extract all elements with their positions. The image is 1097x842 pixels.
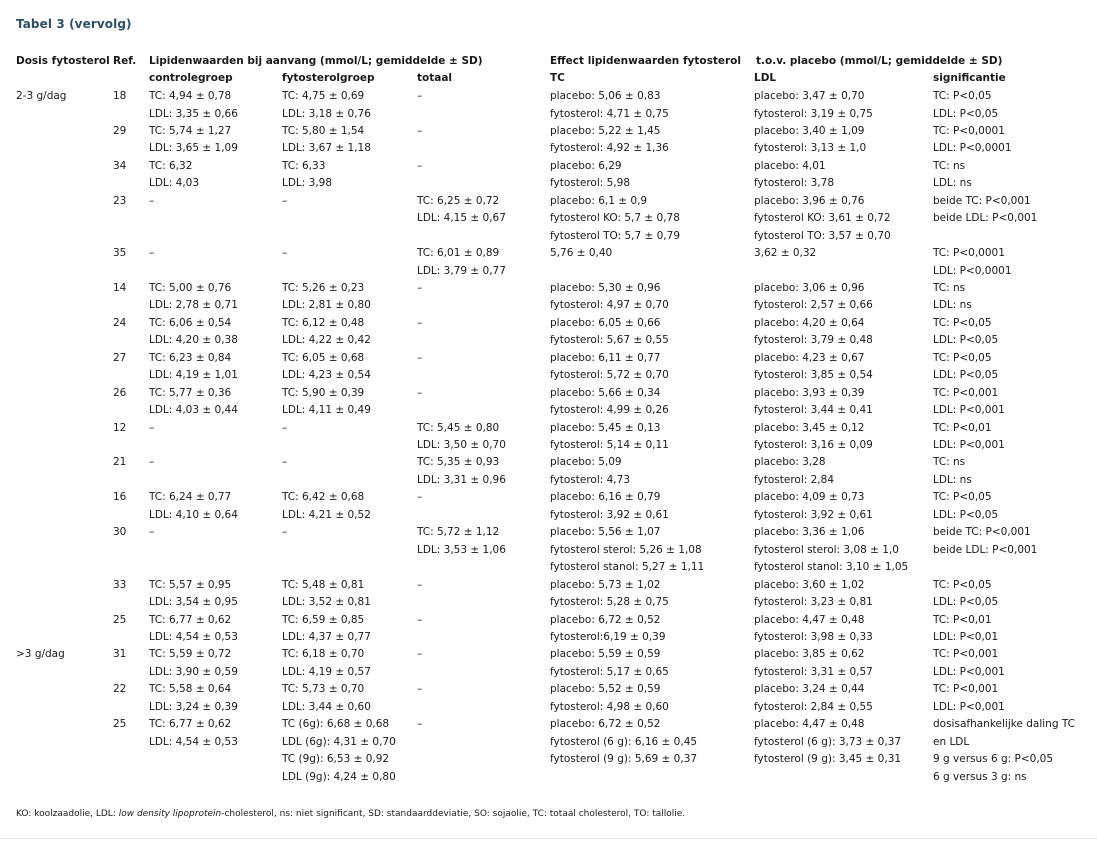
control-cell: TC: 5,58 ± 0,64 (149, 683, 232, 696)
header-fytosterolgroep: fytosterolgroep (282, 72, 375, 84)
fyto-cell: TC: 6,42 ± 0,68 (282, 491, 365, 504)
significance-cell: beide LDL: P<0,001 (933, 543, 1038, 556)
total-cell: LDL: 3,53 ± 1,06 (417, 543, 506, 556)
header-controlegroep: controlegroep (149, 72, 233, 84)
significance-cell: LDL: P<0,0001 (933, 142, 1012, 155)
effect-ldl-cell: placebo: 3,96 ± 0,76 (754, 194, 865, 207)
fyto-cell: – (282, 526, 288, 539)
control-cell: LDL: 2,78 ± 0,71 (149, 299, 238, 312)
fyto-cell: LDL: 3,52 ± 0,81 (282, 596, 371, 608)
ref-cell: 14 (113, 281, 127, 294)
fyto-cell: TC: 5,80 ± 1,54 (282, 124, 365, 137)
effect-tc-cell: placebo: 6,1 ± 0,9 (550, 194, 648, 207)
fyto-cell: – (282, 421, 288, 434)
effect-ldl-cell: placebo: 4,23 ± 0,67 (754, 351, 865, 364)
effect-ldl-cell: 3,62 ± 0,32 (754, 247, 817, 260)
effect-ldl-cell: placebo: 3,24 ± 0,44 (754, 683, 865, 696)
effect-ldl-cell: fytosterol (9 g): 3,45 ± 0,31 (754, 753, 902, 766)
control-cell: LDL: 4,03 (149, 177, 200, 190)
fyto-cell: LDL: 4,11 ± 0,49 (282, 404, 371, 417)
significance-cell: TC: ns (933, 456, 966, 469)
significance-cell: TC: P<0,05 (933, 491, 992, 504)
significance-cell: LDL: P<0,001 (933, 700, 1005, 713)
effect-tc-cell: fytosterol stanol: 5,27 ± 1,11 (550, 561, 705, 574)
significance-cell: LDL: P<0,05 (933, 508, 999, 521)
effect-tc-cell: 5,76 ± 0,40 (550, 247, 613, 260)
total-cell: TC: 5,45 ± 0,80 (417, 421, 500, 434)
fyto-cell: LDL: 3,98 (282, 177, 333, 190)
control-cell: TC: 6,32 (149, 159, 193, 172)
ref-cell: 31 (113, 648, 127, 661)
significance-cell: dosisafhankelijke daling TC (933, 718, 1075, 731)
effect-ldl-cell: fytosterol sterol: 3,08 ± 1,0 (754, 543, 899, 556)
significance-cell: LDL: P<0,001 (933, 439, 1005, 451)
total-cell: TC: 6,25 ± 0,72 (417, 194, 500, 207)
control-cell: LDL: 3,90 ± 0,59 (149, 665, 238, 678)
significance-cell: 9 g versus 6 g: P<0,05 (933, 753, 1054, 766)
effect-tc-cell: placebo: 6,16 ± 0,79 (550, 491, 661, 504)
header-effect-group-b: t.o.v. placebo (mmol/L; gemiddelde ± SD) (756, 55, 1003, 67)
significance-cell: LDL: ns (933, 177, 972, 190)
effect-tc-cell: fytosterol TO: 5,7 ± 0,79 (550, 229, 680, 242)
fyto-cell: LDL: 4,19 ± 0,57 (282, 665, 371, 678)
control-cell: TC: 4,94 ± 0,78 (149, 90, 232, 102)
header-effect-group-a: Effect lipidenwaarden fytosterol (550, 55, 741, 67)
effect-ldl-cell: fytosterol: 3,85 ± 0,54 (754, 369, 873, 382)
footnote-italic: low density lipoprotein (118, 809, 222, 819)
effect-ldl-cell: placebo: 4,47 ± 0,48 (754, 718, 865, 731)
effect-ldl-cell: fytosterol: 2,57 ± 0,66 (754, 299, 873, 312)
significance-cell: 6 g versus 3 g: ns (933, 770, 1027, 783)
total-cell: – (417, 648, 423, 661)
fyto-cell: LDL: 3,67 ± 1,18 (282, 142, 371, 155)
significance-cell: TC: P<0,001 (933, 683, 999, 696)
ref-cell: 25 (113, 718, 127, 731)
total-cell: – (417, 90, 423, 102)
effect-ldl-cell: fytosterol: 3,31 ± 0,57 (754, 665, 873, 678)
control-cell: – (149, 421, 155, 434)
ref-cell: 35 (113, 247, 127, 260)
significance-cell: TC: P<0,01 (933, 421, 992, 434)
significance-cell: beide TC: P<0,001 (933, 526, 1031, 539)
effect-tc-cell: fytosterol: 5,14 ± 0,11 (550, 439, 669, 451)
fyto-cell: TC: 5,90 ± 0,39 (282, 386, 365, 399)
ref-cell: 23 (113, 194, 127, 207)
total-cell: – (417, 386, 423, 399)
effect-tc-cell: fytosterol (6 g): 6,16 ± 0,45 (550, 735, 698, 748)
effect-tc-cell: placebo: 5,06 ± 0,83 (550, 90, 661, 102)
effect-ldl-cell: fytosterol stanol: 3,10 ± 1,05 (754, 561, 909, 574)
effect-ldl-cell: placebo: 3,06 ± 0,96 (754, 281, 865, 294)
footnote (16, 809, 685, 819)
control-cell: LDL: 3,24 ± 0,39 (149, 700, 238, 713)
dose-cell: 2-3 g/dag (16, 90, 67, 102)
effect-ldl-cell: fytosterol: 3,16 ± 0,09 (754, 439, 873, 451)
effect-ldl-cell: placebo: 3,28 (754, 456, 826, 469)
total-cell: LDL: 3,79 ± 0,77 (417, 264, 506, 277)
fyto-cell: TC: 5,48 ± 0,81 (282, 578, 365, 591)
effect-tc-cell: placebo: 5,09 (550, 456, 622, 469)
effect-tc-cell: placebo: 5,30 ± 0,96 (550, 281, 661, 294)
fyto-cell: TC: 6,33 (282, 159, 326, 172)
fyto-cell: LDL: 4,37 ± 0,77 (282, 630, 371, 643)
header-totaal: totaal (417, 72, 453, 84)
control-cell: TC: 5,00 ± 0,76 (149, 281, 232, 294)
effect-ldl-cell: fytosterol: 3,13 ± 1,0 (754, 142, 867, 155)
effect-tc-cell: fytosterol KO: 5,7 ± 0,78 (550, 212, 680, 225)
fyto-cell: – (282, 456, 288, 469)
effect-tc-cell: fytosterol: 4,73 (550, 473, 630, 486)
fyto-cell: LDL: 2,81 ± 0,80 (282, 299, 371, 312)
significance-cell: LDL: P<0,0001 (933, 264, 1012, 277)
effect-tc-cell: fytosterol: 4,98 ± 0,60 (550, 700, 669, 713)
total-cell: LDL: 3,50 ± 0,70 (417, 439, 506, 451)
effect-ldl-cell: placebo: 3,47 ± 0,70 (754, 90, 865, 102)
control-cell: TC: 6,06 ± 0,54 (149, 316, 232, 329)
table-title: Tabel 3 (vervolg) (16, 17, 132, 31)
effect-ldl-cell: placebo: 3,45 ± 0,12 (754, 421, 865, 434)
effect-tc-cell: fytosterol: 5,67 ± 0,55 (550, 334, 669, 347)
fyto-cell: LDL (9g): 4,24 ± 0,80 (282, 770, 396, 783)
effect-tc-cell: placebo: 5,45 ± 0,13 (550, 421, 661, 434)
ref-cell: 18 (113, 90, 127, 102)
total-cell: – (417, 683, 423, 696)
header-dosis: Dosis fytosterol (16, 55, 110, 67)
fyto-cell: TC: 5,73 ± 0,70 (282, 683, 365, 696)
significance-cell: LDL: P<0,05 (933, 334, 999, 347)
control-cell: TC: 5,77 ± 0,36 (149, 386, 232, 399)
control-cell: TC: 6,77 ± 0,62 (149, 718, 232, 731)
control-cell: TC: 6,77 ± 0,62 (149, 613, 232, 626)
control-cell: – (149, 247, 155, 260)
effect-tc-cell: fytosterol: 5,72 ± 0,70 (550, 369, 669, 382)
fyto-cell: LDL: 4,21 ± 0,52 (282, 508, 371, 521)
effect-tc-cell: fytosterol: 3,92 ± 0,61 (550, 508, 669, 521)
fyto-cell: TC (9g): 6,53 ± 0,92 (282, 753, 390, 766)
significance-cell: LDL: ns (933, 473, 972, 486)
effect-tc-cell: placebo: 6,29 (550, 159, 622, 172)
total-cell: – (417, 718, 423, 731)
significance-cell: LDL: P<0,05 (933, 107, 999, 120)
effect-ldl-cell: placebo: 4,47 ± 0,48 (754, 613, 865, 626)
effect-tc-cell: fytosterol (9 g): 5,69 ± 0,37 (550, 753, 698, 766)
control-cell: TC: 6,24 ± 0,77 (149, 491, 232, 504)
significance-cell: beide TC: P<0,001 (933, 194, 1031, 207)
total-cell: – (417, 578, 423, 591)
total-cell: LDL: 3,31 ± 0,96 (417, 473, 506, 486)
effect-tc-cell: placebo: 6,05 ± 0,66 (550, 316, 661, 329)
ref-cell: 33 (113, 578, 127, 591)
dose-cell: >3 g/dag (16, 648, 65, 661)
effect-ldl-cell: fytosterol: 2,84 (754, 473, 834, 486)
significance-cell: TC: P<0,001 (933, 386, 999, 399)
fyto-cell: LDL: 3,44 ± 0,60 (282, 700, 371, 713)
effect-ldl-cell: placebo: 3,36 ± 1,06 (754, 526, 865, 539)
control-cell: – (149, 194, 155, 207)
ref-cell: 26 (113, 386, 127, 399)
significance-cell: LDL: P<0,01 (933, 630, 999, 643)
effect-tc-cell: fytosterol: 4,97 ± 0,70 (550, 299, 669, 312)
significance-cell: TC: P<0,05 (933, 90, 992, 102)
effect-ldl-cell: placebo: 3,93 ± 0,39 (754, 386, 865, 399)
significance-cell: LDL: P<0,001 (933, 665, 1005, 678)
control-cell: TC: 5,74 ± 1,27 (149, 124, 232, 137)
significance-cell: TC: P<0,001 (933, 648, 999, 661)
effect-ldl-cell: fytosterol KO: 3,61 ± 0,72 (754, 212, 891, 225)
significance-cell: TC: P<0,0001 (933, 124, 1005, 137)
effect-ldl-cell: fytosterol: 3,79 ± 0,48 (754, 334, 873, 347)
effect-tc-cell: placebo: 5,56 ± 1,07 (550, 526, 661, 539)
significance-cell: LDL: P<0,001 (933, 404, 1005, 417)
effect-ldl-cell: placebo: 4,01 (754, 159, 826, 172)
ref-cell: 22 (113, 683, 127, 696)
fyto-cell: LDL (6g): 4,31 ± 0,70 (282, 735, 396, 748)
total-cell: LDL: 4,15 ± 0,67 (417, 212, 506, 225)
control-cell: LDL: 4,20 ± 0,38 (149, 334, 238, 347)
significance-cell: TC: ns (933, 159, 966, 172)
effect-tc-cell: fytosterol: 4,92 ± 1,36 (550, 142, 669, 155)
control-cell: TC: 5,59 ± 0,72 (149, 648, 232, 661)
fyto-cell: – (282, 247, 288, 260)
total-cell: – (417, 281, 423, 294)
effect-ldl-cell: placebo: 4,20 ± 0,64 (754, 316, 865, 329)
control-cell: LDL: 4,54 ± 0,53 (149, 735, 238, 748)
control-cell: LDL: 4,54 ± 0,53 (149, 630, 238, 643)
total-cell: – (417, 124, 423, 137)
ref-cell: 16 (113, 491, 127, 504)
significance-cell: LDL: P<0,05 (933, 369, 999, 382)
effect-ldl-cell: fytosterol: 3,78 (754, 177, 834, 190)
effect-tc-cell: placebo: 6,11 ± 0,77 (550, 351, 661, 364)
control-cell: LDL: 3,54 ± 0,95 (149, 596, 238, 608)
fyto-cell: LDL: 3,18 ± 0,76 (282, 107, 371, 120)
total-cell: TC: 6,01 ± 0,89 (417, 247, 500, 260)
control-cell: LDL: 4,19 ± 1,01 (149, 369, 238, 382)
effect-tc-cell: fytosterol: 4,99 ± 0,26 (550, 404, 669, 417)
effect-tc-cell: fytosterol: 5,98 (550, 177, 630, 190)
significance-cell: TC: P<0,05 (933, 578, 992, 591)
ref-cell: 12 (113, 421, 127, 434)
total-cell: TC: 5,35 ± 0,93 (417, 456, 500, 469)
effect-ldl-cell: fytosterol: 3,19 ± 0,75 (754, 107, 873, 120)
header-tc: TC (550, 72, 565, 84)
effect-ldl-cell: fytosterol: 3,23 ± 0,81 (754, 596, 873, 608)
effect-tc-cell: fytosterol sterol: 5,26 ± 1,08 (550, 543, 702, 556)
ref-cell: 21 (113, 456, 127, 469)
effect-tc-cell: placebo: 6,72 ± 0,52 (550, 718, 661, 731)
total-cell: – (417, 159, 423, 172)
effect-ldl-cell: placebo: 3,85 ± 0,62 (754, 648, 865, 661)
control-cell: TC: 6,23 ± 0,84 (149, 351, 232, 364)
ref-cell: 29 (113, 124, 127, 137)
total-cell: TC: 5,72 ± 1,12 (417, 526, 500, 539)
control-cell: TC: 5,57 ± 0,95 (149, 578, 232, 591)
significance-cell: TC: P<0,05 (933, 351, 992, 364)
significance-cell: TC: P<0,05 (933, 316, 992, 329)
header-ldl: LDL (754, 72, 777, 84)
effect-ldl-cell: fytosterol TO: 3,57 ± 0,70 (754, 229, 891, 242)
effect-tc-cell: fytosterol: 5,17 ± 0,65 (550, 665, 669, 678)
significance-cell: TC: P<0,01 (933, 613, 992, 626)
total-cell: – (417, 491, 423, 504)
control-cell: LDL: 3,35 ± 0,66 (149, 107, 238, 120)
header-lipid-group: Lipidenwaarden bij aanvang (mmol/L; gemiddelde ± SD) (149, 55, 483, 67)
effect-ldl-cell: placebo: 3,40 ± 1,09 (754, 124, 865, 137)
fyto-cell: TC: 6,12 ± 0,48 (282, 316, 365, 329)
ref-cell: 27 (113, 351, 127, 364)
effect-tc-cell: placebo: 5,66 ± 0,34 (550, 386, 661, 399)
effect-tc-cell: fytosterol: 5,28 ± 0,75 (550, 596, 669, 608)
ref-cell: 30 (113, 526, 127, 539)
control-cell: LDL: 3,65 ± 1,09 (149, 142, 238, 155)
control-cell: – (149, 526, 155, 539)
ref-cell: 24 (113, 316, 127, 329)
effect-tc-cell: fytosterol: 4,71 ± 0,75 (550, 107, 669, 120)
fyto-cell: LDL: 4,23 ± 0,54 (282, 369, 371, 382)
effect-ldl-cell: fytosterol: 3,92 ± 0,61 (754, 508, 873, 521)
effect-tc-cell: placebo: 5,73 ± 1,02 (550, 578, 661, 591)
total-cell: – (417, 613, 423, 626)
significance-cell: LDL: ns (933, 299, 972, 312)
fyto-cell: – (282, 194, 288, 207)
ref-cell: 25 (113, 613, 127, 626)
effect-ldl-cell: fytosterol (6 g): 3,73 ± 0,37 (754, 735, 902, 748)
significance-cell: beide LDL: P<0,001 (933, 212, 1038, 225)
effect-tc-cell: placebo: 5,52 ± 0,59 (550, 683, 661, 696)
control-cell: LDL: 4,10 ± 0,64 (149, 508, 238, 521)
significance-cell: TC: ns (933, 281, 966, 294)
total-cell: – (417, 351, 423, 364)
ref-cell: 34 (113, 159, 127, 172)
total-cell: – (417, 316, 423, 329)
effect-ldl-cell: fytosterol: 2,84 ± 0,55 (754, 700, 873, 713)
header-significantie: significantie (933, 72, 1006, 84)
effect-tc-cell: placebo: 6,72 ± 0,52 (550, 613, 661, 626)
fyto-cell: LDL: 4,22 ± 0,42 (282, 334, 371, 347)
footnote-text-1: KO: koolzaadolie, LDL: (16, 809, 119, 819)
fyto-cell: TC: 5,26 ± 0,23 (282, 281, 365, 294)
control-cell: – (149, 456, 155, 469)
effect-ldl-cell: fytosterol: 3,44 ± 0,41 (754, 404, 873, 417)
fyto-cell: TC (6g): 6,68 ± 0,68 (282, 718, 390, 731)
significance-cell: LDL: P<0,05 (933, 596, 999, 608)
fyto-cell: TC: 4,75 ± 0,69 (282, 90, 365, 102)
header-ref: Ref. (113, 55, 137, 67)
fyto-cell: TC: 6,59 ± 0,85 (282, 613, 365, 626)
effect-ldl-cell: placebo: 3,60 ± 1,02 (754, 578, 865, 591)
effect-tc-cell: placebo: 5,22 ± 1,45 (550, 124, 661, 137)
effect-ldl-cell: placebo: 4,09 ± 0,73 (754, 491, 865, 504)
control-cell: LDL: 4,03 ± 0,44 (149, 404, 238, 417)
fyto-cell: TC: 6,18 ± 0,70 (282, 648, 365, 661)
fyto-cell: TC: 6,05 ± 0,68 (282, 351, 365, 364)
effect-tc-cell: fytosterol:6,19 ± 0,39 (550, 630, 666, 643)
effect-tc-cell: placebo: 5,59 ± 0,59 (550, 648, 661, 661)
significance-cell: TC: P<0,0001 (933, 247, 1005, 260)
effect-ldl-cell: fytosterol: 3,98 ± 0,33 (754, 630, 873, 643)
footnote-text-2: -cholesterol, ns: niet significant, SD: standaarddeviatie, SO: sojaolie, TC: totaal cholesterol, TO: tallolie. (221, 809, 686, 819)
significance-cell: en LDL (933, 735, 970, 748)
